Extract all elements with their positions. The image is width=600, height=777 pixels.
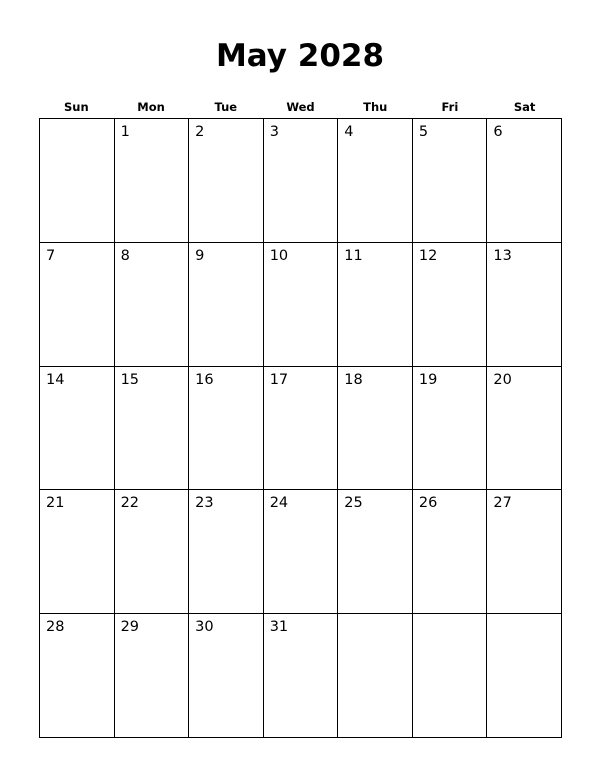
- day-cell[interactable]: [487, 490, 562, 614]
- day-number: 30: [195, 619, 214, 636]
- day-number: 29: [120, 619, 140, 636]
- day-number: 3: [269, 124, 279, 140]
- weekday-sun: Sun: [64, 100, 89, 114]
- month-title: May 2028: [215, 38, 385, 74]
- day-cell[interactable]: [189, 243, 264, 367]
- day-cell[interactable]: [338, 243, 413, 367]
- day-cell[interactable]: [413, 490, 488, 614]
- day-number: 17: [269, 371, 289, 388]
- day-number: 26: [418, 495, 438, 512]
- day-number: 1: [120, 124, 130, 140]
- day-number: 24: [269, 495, 289, 512]
- day-cell[interactable]: [115, 367, 190, 491]
- day-number: 11: [344, 247, 363, 264]
- day-number: 6: [493, 124, 503, 140]
- day-cell[interactable]: [413, 614, 488, 738]
- day-number: 27: [493, 495, 512, 512]
- day-number: 23: [195, 495, 214, 512]
- day-number: 13: [493, 247, 512, 264]
- day-cell[interactable]: [189, 614, 264, 738]
- weekday-tue: Tue: [214, 100, 238, 114]
- day-cell[interactable]: [189, 119, 264, 243]
- calendar-grid: [39, 118, 562, 738]
- day-number: 19: [418, 371, 438, 388]
- day-cell[interactable]: [338, 367, 413, 491]
- weekday-wed: Wed: [286, 100, 315, 114]
- weekday-header-row: [39, 98, 562, 116]
- day-number: 7: [46, 247, 56, 264]
- day-cell[interactable]: [487, 367, 562, 491]
- day-number: 31: [269, 619, 289, 636]
- day-cell[interactable]: [487, 614, 562, 738]
- day-number: 25: [344, 495, 363, 512]
- day-cell[interactable]: [115, 243, 190, 367]
- day-cell[interactable]: [487, 119, 562, 243]
- day-cell[interactable]: [40, 614, 115, 738]
- day-number: 8: [120, 247, 130, 264]
- day-cell[interactable]: [264, 490, 339, 614]
- day-number: 22: [120, 495, 140, 512]
- day-cell[interactable]: [189, 367, 264, 491]
- weekday-mon: Mon: [137, 100, 165, 114]
- day-cell[interactable]: [413, 243, 488, 367]
- day-number: 5: [418, 124, 429, 140]
- day-number: 10: [269, 247, 289, 264]
- day-number: 28: [46, 619, 65, 636]
- day-cell[interactable]: [487, 243, 562, 367]
- day-cell[interactable]: [338, 614, 413, 738]
- day-cell[interactable]: [115, 614, 190, 738]
- weekday-fri: Fri: [441, 100, 459, 114]
- day-number: 9: [195, 247, 205, 264]
- day-number: 20: [493, 371, 512, 388]
- day-cell[interactable]: [40, 119, 115, 243]
- day-cell[interactable]: [189, 490, 264, 614]
- day-cell[interactable]: [264, 243, 339, 367]
- day-cell[interactable]: [40, 367, 115, 491]
- day-number: 18: [344, 371, 363, 388]
- day-cell[interactable]: [264, 614, 339, 738]
- day-cell[interactable]: [413, 367, 488, 491]
- day-cell[interactable]: [115, 119, 190, 243]
- day-cell[interactable]: [338, 119, 413, 243]
- day-number: 21: [46, 495, 65, 512]
- weekday-sat: Sat: [513, 100, 536, 114]
- weekday-thu: Thu: [363, 100, 388, 114]
- day-cell[interactable]: [264, 367, 339, 491]
- day-cell[interactable]: [115, 490, 190, 614]
- day-number: 12: [418, 247, 438, 264]
- day-cell[interactable]: [413, 119, 488, 243]
- day-number: 4: [344, 124, 354, 140]
- day-number: 14: [46, 371, 65, 388]
- day-number: 15: [120, 371, 140, 388]
- day-cell[interactable]: [40, 243, 115, 367]
- day-number: 2: [195, 124, 205, 140]
- day-cell[interactable]: [40, 490, 115, 614]
- day-cell[interactable]: [264, 119, 339, 243]
- day-number: 16: [195, 371, 214, 388]
- day-cell[interactable]: [338, 490, 413, 614]
